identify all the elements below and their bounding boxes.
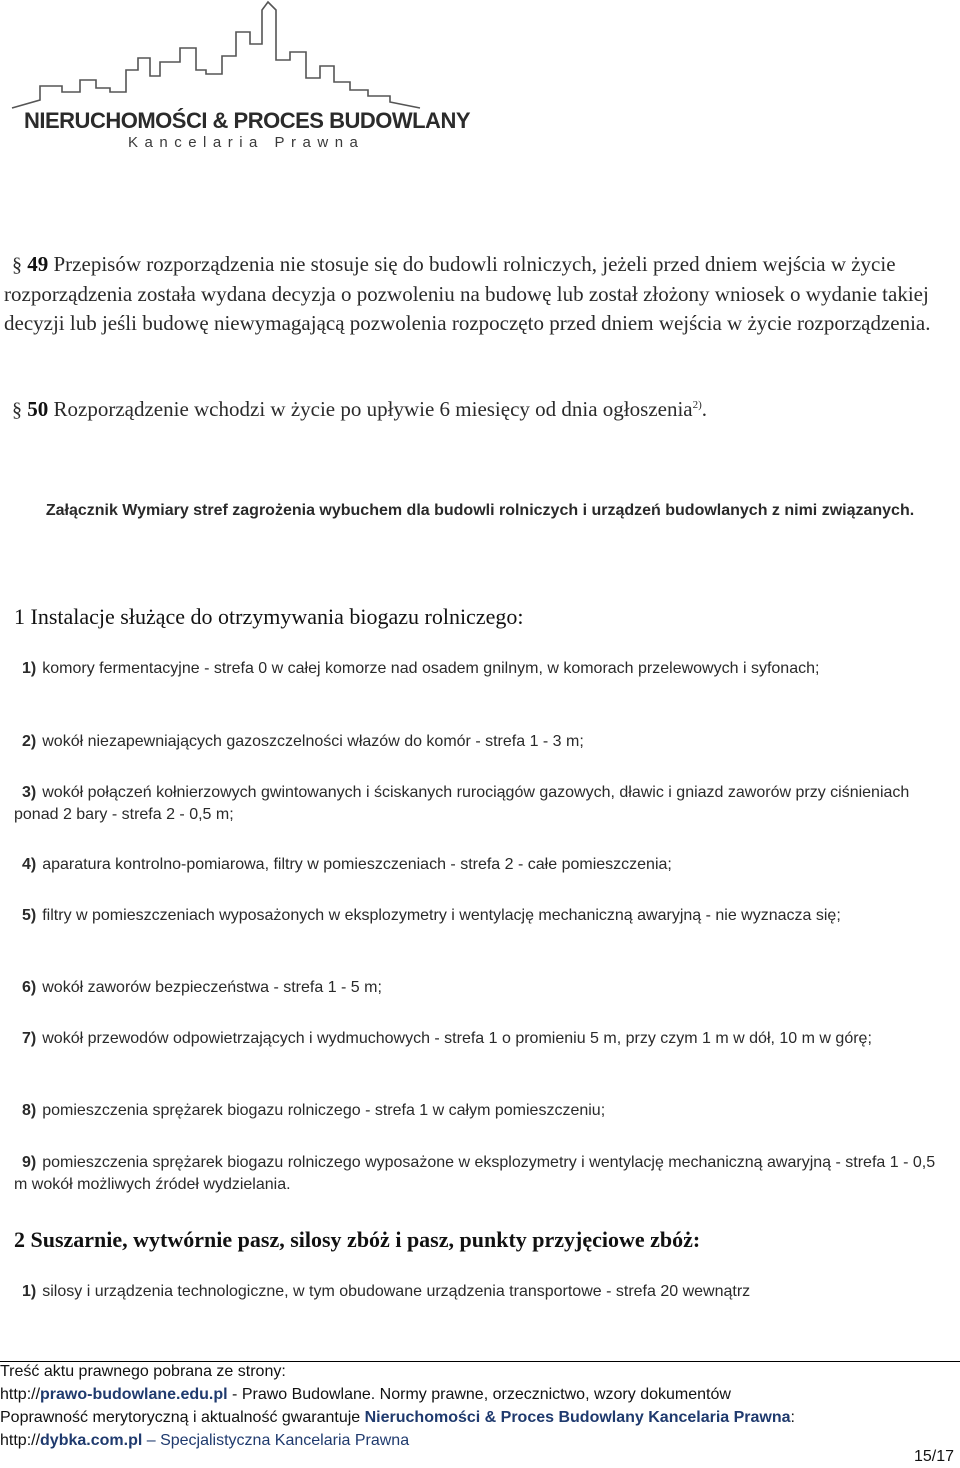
item-number: 4)	[22, 856, 37, 873]
link-domain[interactable]: dybka.com.pl	[40, 1432, 143, 1449]
item-number: 8)	[22, 1102, 37, 1119]
list-item	[14, 731, 944, 753]
item-text: wokół niezapewniających gazoszczelności włazów do komór - strefa 1 - 3 m;	[42, 733, 584, 750]
paragraph-sign-icon: §	[12, 254, 22, 276]
logo-name: NIERUCHOMOŚCI & PROCES BUDOWLANY	[24, 108, 471, 133]
item-number: 7)	[22, 1030, 37, 1047]
list-item	[14, 977, 944, 999]
item-number: 9)	[22, 1154, 37, 1171]
item-text: wokół zaworów bezpieczeństwa - strefa 1 - 5 m;	[42, 979, 382, 996]
item-text: komory fermentacyjne - strefa 0 w całej komorze nad osadem gnilnym, w komorach przelewowych i syfonach;	[42, 660, 820, 677]
guarantee-text: Poprawność merytoryczną i aktualność gwarantuje	[0, 1409, 365, 1426]
link-description: – Specjalistyczna Kancelaria Prawna	[142, 1432, 410, 1449]
list-item	[14, 905, 944, 927]
section-end: .	[701, 397, 708, 421]
list-item	[14, 1152, 944, 1196]
footer-firm-link[interactable]	[0, 1430, 409, 1452]
section-number: 50	[27, 397, 49, 421]
page-number: 15/17	[913, 1448, 954, 1465]
section-50	[4, 395, 934, 425]
item-text: filtry w pomieszczeniach wyposażonych w eksplozymetry i wentylację mechaniczną awaryjną - nie wyznacza się;	[42, 907, 841, 924]
list-item	[14, 854, 944, 876]
link-description: - Prawo Budowlane. Normy prawne, orzecznictwo, wzory dokumentów	[227, 1386, 731, 1403]
annex-title: Załącznik Wymiary stref zagrożenia wybuchem dla budowli rolniczych i urządzeń budowlanych z nimi związanych.	[45, 502, 915, 519]
item-text: silosy i urządzenia technologiczne, w tym obudowane urządzenia transportowe - strefa 20 wewnątrz	[42, 1283, 751, 1300]
link-prefix: http://	[0, 1386, 41, 1403]
logo-subtitle: Kancelaria Prawna	[128, 134, 365, 151]
item-number: 5)	[22, 907, 37, 924]
item-number: 1)	[22, 660, 37, 677]
list-item	[14, 658, 944, 680]
city-skyline-icon	[10, 0, 430, 110]
paragraph-sign-icon: §	[12, 399, 22, 421]
item-number: 6)	[22, 979, 37, 996]
list-item	[14, 782, 944, 826]
section-text: Przepisów rozporządzenia nie stosuje się do budowli rolniczych, jeżeli przed dniem wejścia w życie rozporządzenia została wydana decyzja o pozwoleniu na budowę lub został złożony wniosek o wydanie takiej decyzji lub jeśli budowę niewymagającą pozwolenia rozpoczęto przed dniem wejścia w życie rozporządzenia.	[4, 252, 931, 335]
section-49	[4, 250, 934, 338]
guarantee-end: :	[790, 1409, 795, 1426]
link-prefix: http://	[0, 1432, 41, 1449]
item-number: 1)	[22, 1283, 37, 1300]
list-item	[14, 1028, 944, 1050]
logo	[10, 0, 471, 160]
part-1-heading: 1 Instalacje służące do otrzymywania biogazu rolniczego:	[14, 604, 524, 629]
footnote-ref: 2)	[692, 399, 702, 411]
footer-guarantee	[0, 1407, 795, 1429]
section-text: Rozporządzenie wchodzi w życie po upływie 6 miesięcy od dnia ogłoszenia	[53, 397, 693, 421]
item-number: 2)	[22, 733, 37, 750]
list-item	[14, 1100, 944, 1122]
item-text: pomieszczenia sprężarek biogazu rolniczego - strefa 1 w całym pomieszczeniu;	[42, 1102, 606, 1119]
item-text: aparatura kontrolno-pomiarowa, filtry w pomieszczeniach - strefa 2 - całe pomieszczenia;	[42, 856, 672, 873]
link-domain[interactable]: prawo-budowlane.edu.pl	[40, 1386, 228, 1403]
item-text: wokół połączeń kołnierzowych gwintowanych i ściskanych rurociągów gazowych, dławic i gniazd zaworów przy ciśnieniach ponad 2 bary - strefa 2 - 0,5 m;	[14, 784, 910, 823]
item-text: pomieszczenia sprężarek biogazu rolniczego wyposażone w eksplozymetry i wentylację mechaniczną awaryjną - strefa 1 - 0,5 m wokół możliwych źródeł wydzielania.	[14, 1154, 936, 1193]
footer-source-label: Treść aktu prawnego pobrana ze strony:	[0, 1363, 286, 1380]
firm-name: Nieruchomości & Proces Budowlany Kancelaria Prawna	[364, 1409, 791, 1426]
list-item	[14, 1281, 944, 1303]
section-number: 49	[27, 252, 49, 276]
footer-source-link[interactable]	[0, 1384, 731, 1406]
item-number: 3)	[22, 784, 37, 801]
item-text: wokół przewodów odpowietrzających i wydmuchowych - strefa 1 o promieniu 5 m, przy czym 1 m w dół, 10 m w górę;	[42, 1030, 872, 1047]
part-2-heading: 2 Suszarnie, wytwórnie pasz, silosy zbóż i pasz, punkty przyjęciowe zbóż:	[14, 1227, 701, 1252]
